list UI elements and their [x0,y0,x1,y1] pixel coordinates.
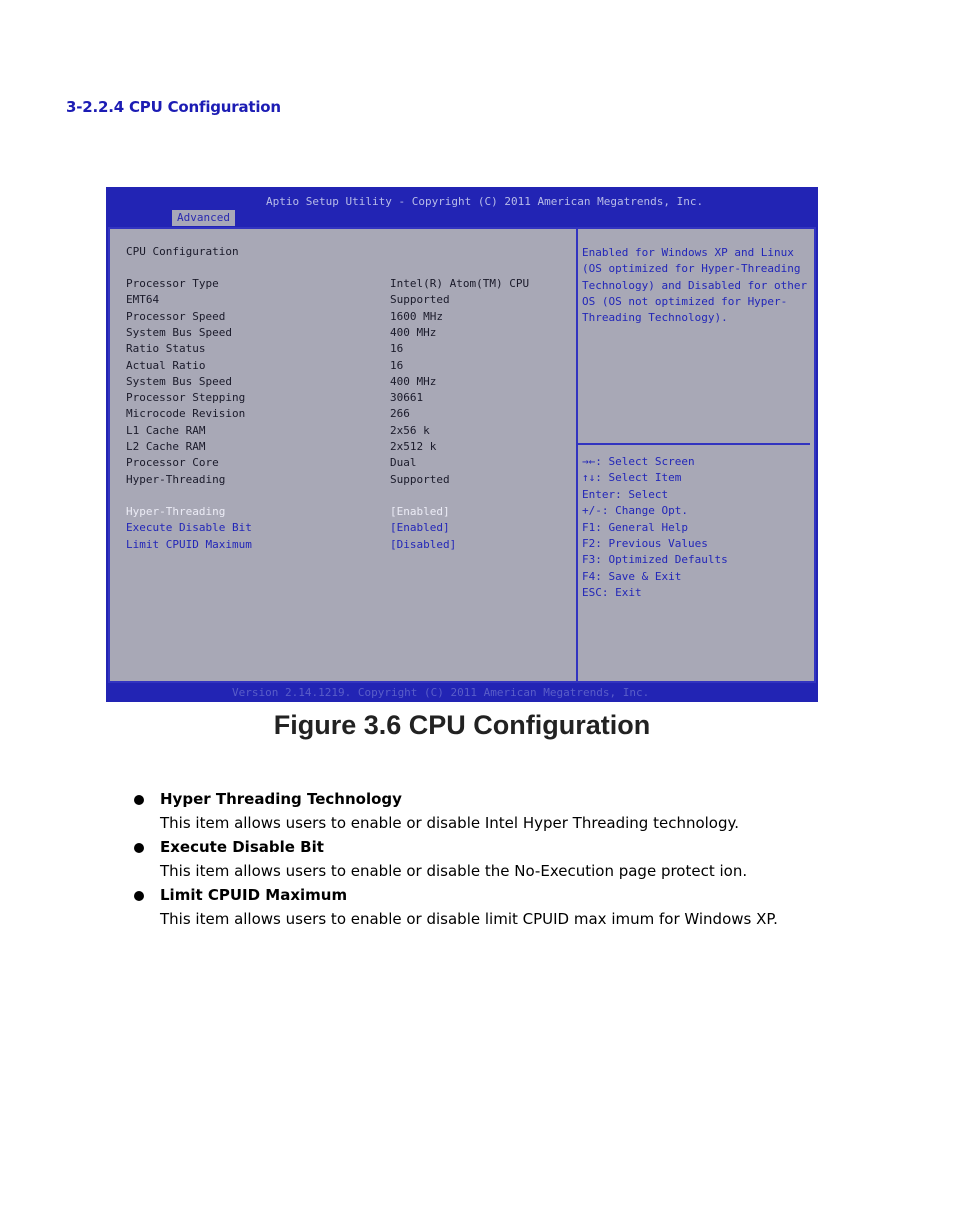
bullet-icon [134,795,144,805]
info-row [126,424,566,440]
info-value: Supported [390,472,450,486]
info-value: 2x56 k [390,423,430,437]
info-label: System Bus Speed [126,325,232,339]
bullet-title: Hyper Threading Technology [160,790,402,808]
info-label: System Bus Speed [126,374,232,388]
info-row [126,310,566,326]
option-limit-cpuid-maximum[interactable] [126,538,566,554]
help-divider [578,443,810,445]
option-label: Hyper-Threading [126,505,226,518]
bullet-icon [134,891,144,901]
help-panel [578,229,814,681]
help-text: Enabled for Windows XP and Linux (OS optimized for Hyper-Threading Technology) and Disabled for other OS (OS not optimized for Hyper-Threading Technology). [582,246,808,325]
info-row [126,473,566,489]
key-hint: F1: General Help [582,520,688,534]
info-label: Hyper-Threading [126,472,226,486]
option-value[interactable]: [Enabled] [390,505,450,518]
info-row [126,391,566,407]
info-value: 16 [390,358,404,372]
bios-header [106,187,818,227]
list-item [134,884,914,932]
section-heading: 3-2.2.4 CPU Configuration [66,98,281,116]
info-row [126,407,566,423]
settings-panel [110,229,578,681]
info-value: 400 MHz [390,325,437,339]
info-label: Processor Stepping [126,391,246,405]
info-row [126,326,566,342]
info-row [126,456,566,472]
option-label: Execute Disable Bit [126,521,252,535]
info-label: Ratio Status [126,342,206,356]
info-value: 30661 [390,391,424,405]
key-hint: +/-: Change Opt. [582,504,688,518]
info-value: 2x512 k [390,440,437,453]
info-label: L1 Cache RAM [126,423,206,437]
info-label: Processor Speed [126,309,226,323]
info-row [126,342,566,358]
key-hint: F2: Previous Values [582,536,708,550]
option-execute-disable-bit[interactable] [126,521,566,537]
tab-advanced[interactable]: Advanced [172,210,235,226]
info-label: Microcode Revision [126,407,246,421]
option-value[interactable]: [Disabled] [390,537,457,551]
key-hint: F3: Optimized Defaults [582,553,728,567]
bios-screenshot [106,187,818,702]
bullet-list [134,788,914,932]
bullet-title: Limit CPUID Maximum [160,886,348,904]
key-hint: F4: Save & Exit [582,569,682,583]
figure-caption: Figure 3.6 CPU Configuration [273,710,651,740]
list-item [134,836,914,884]
key-hint: →←: Select Screen [582,455,695,468]
info-value: Dual [390,456,417,470]
bullet-title: Execute Disable Bit [160,838,324,856]
key-hint: ESC: Exit [582,586,642,600]
info-label: EMT64 [126,293,160,307]
bullet-description: This item allows users to enable or disable the No-Execution page protect ion. [160,862,748,880]
key-legend [582,455,728,603]
list-item [134,788,914,836]
page-title: CPU Configuration [126,245,239,258]
bios-body [108,227,816,683]
info-value: 1600 MHz [390,309,443,323]
bullet-icon [134,843,144,853]
info-label: Processor Type [126,277,219,290]
bios-footer: Version 2.14.1219. Copyright (C) 2011 American Megatrends, Inc. [232,686,650,699]
key-hint: ↑↓: Select Item [582,471,682,485]
option-value[interactable]: [Enabled] [390,521,450,535]
info-row [126,359,566,375]
info-value: 266 [390,407,410,421]
info-row [126,277,566,293]
info-label: Actual Ratio [126,358,206,372]
info-row [126,293,566,309]
bullet-description: This item allows users to enable or disable limit CPUID max imum for Windows XP. [160,910,778,928]
key-hint: Enter: Select [582,487,669,501]
info-value: 16 [390,342,404,356]
option-hyper-threading[interactable] [126,505,566,521]
info-row [126,375,566,391]
info-value: Intel(R) Atom(TM) CPU [390,277,530,290]
bullet-description: This item allows users to enable or disable Intel Hyper Threading technology. [160,814,740,832]
info-row [126,440,566,456]
info-label: Processor Core [126,456,219,470]
bios-title: Aptio Setup Utility - Copyright (C) 2011 American Megatrends, Inc. [266,195,704,208]
info-value: 400 MHz [390,374,437,388]
option-label: Limit CPUID Maximum [126,537,252,551]
info-value: Supported [390,293,450,307]
info-label: L2 Cache RAM [126,440,206,453]
